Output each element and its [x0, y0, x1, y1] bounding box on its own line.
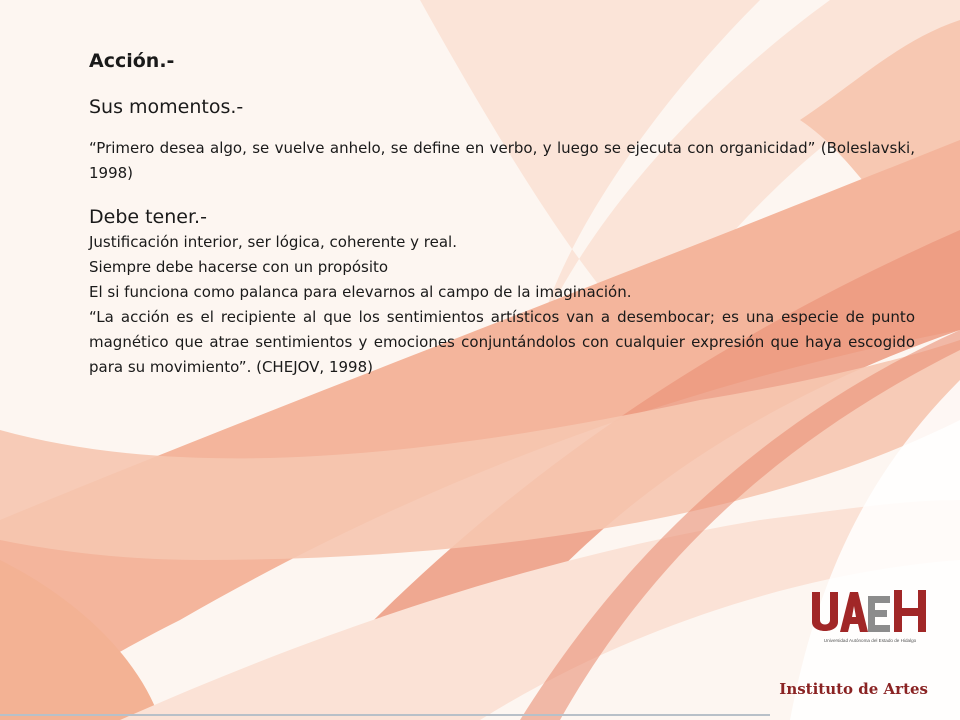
heading-accion: Acción.- [89, 50, 175, 72]
heading-momentos: Sus momentos.- [89, 96, 244, 118]
logo-caption: Universidad Autónoma del Estado de Hidalgo [823, 638, 917, 643]
slide-content [89, 50, 915, 380]
item-justificacion: Justificación interior, ser lógica, coherente y real. [89, 233, 457, 251]
footer-institute: Instituto de Artes [779, 680, 928, 698]
quote-chejov: “La acción es el recipiente al que los sentimientos artísticos van a desembocar; es una especie de punto magnético que atrae sentimientos y emociones conjuntándolos con cualquier expresión que haya escogido para su movimiento”. (CHEJOV, 1998) [89, 308, 915, 376]
quote-boleslavski: “Primero desea algo, se vuelve anhelo, se define en verbo, y luego se ejecuta con organicidad” (Boleslavski, 1998) [89, 139, 915, 182]
heading-debe-tener: Debe tener.- [89, 206, 207, 228]
item-proposito: Siempre debe hacerse con un propósito [89, 258, 389, 276]
uaeh-logo [810, 586, 930, 646]
item-si-funciona: El si funciona como palanca para elevarnos al campo de la imaginación. [89, 283, 632, 301]
bottom-divider [0, 714, 770, 716]
